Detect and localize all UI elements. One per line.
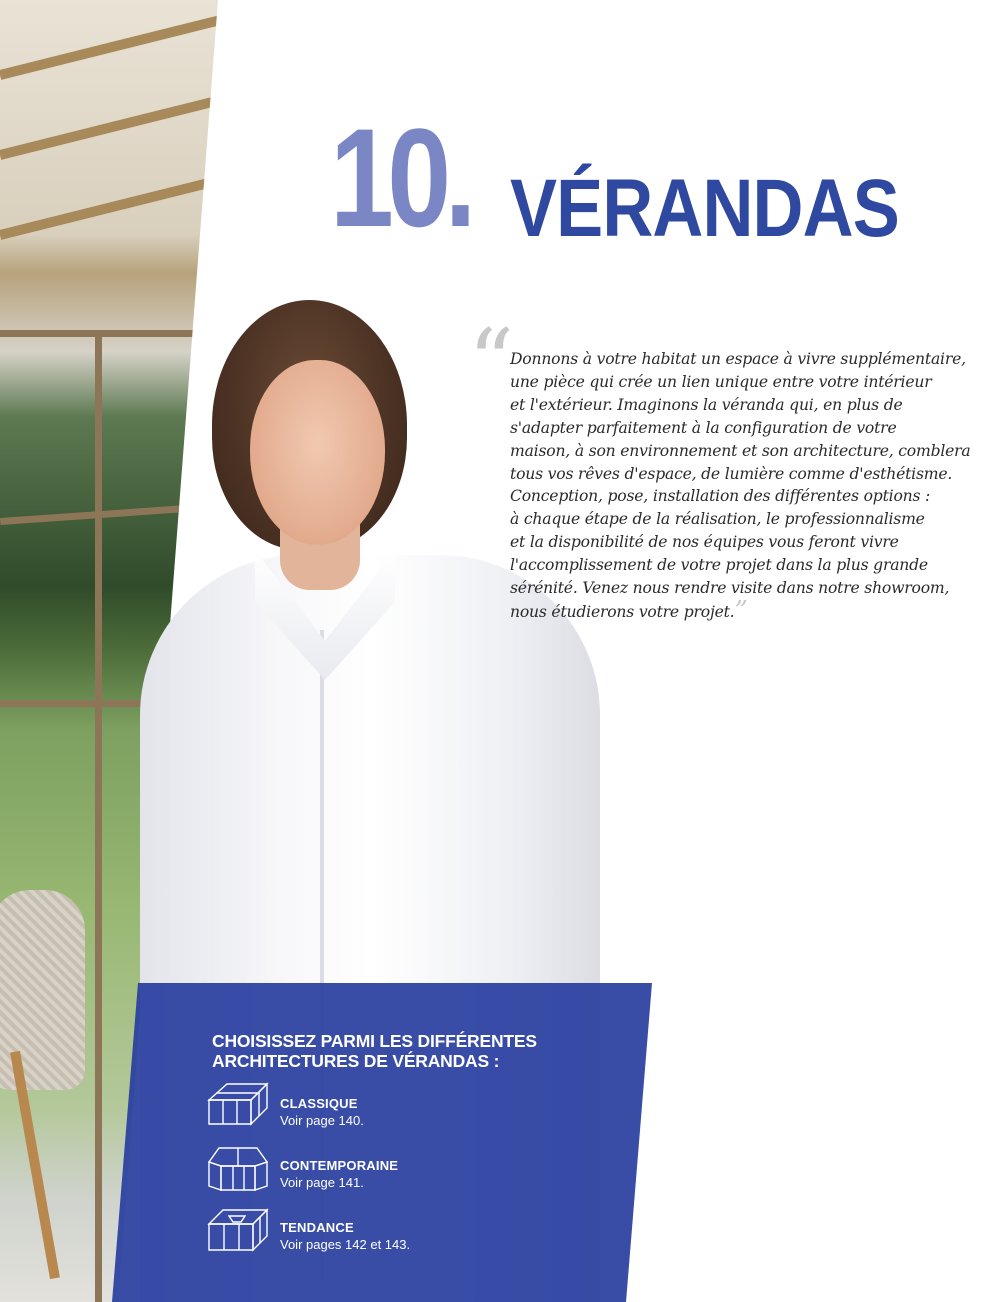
quote-line: à chaque étape de la réalisation, le professionnalisme bbox=[510, 510, 925, 529]
quote-last-line bbox=[510, 595, 970, 626]
architecture-name: CONTEMPORAINE bbox=[280, 1158, 399, 1173]
quote-line: l'accomplissement de votre projet dans la plus grande bbox=[510, 556, 928, 575]
quote-text bbox=[510, 348, 970, 624]
face bbox=[250, 360, 385, 545]
quote-line: tous vos rêves d'espace, de lumière comme d'esthétisme. bbox=[510, 464, 953, 483]
classic-veranda-icon bbox=[205, 1078, 271, 1130]
panel-title-line: ARCHITECTURES DE VÉRANDAS : bbox=[212, 1051, 500, 1071]
quote-line: et l'extérieur. Imaginons la véranda qui, en plus de bbox=[510, 395, 903, 414]
architecture-tendance bbox=[205, 1202, 605, 1258]
architecture-name: CLASSIQUE bbox=[280, 1096, 358, 1111]
quote-line: sérénité. Venez nous rendre visite dans notre showroom, bbox=[510, 579, 950, 598]
panel-title bbox=[212, 1031, 632, 1071]
contemporary-veranda-icon bbox=[205, 1140, 271, 1192]
quote-line: Donnons à votre habitat un espace à vivre supplémentaire, bbox=[510, 350, 966, 368]
window-frame bbox=[95, 330, 102, 1302]
roof-beam bbox=[0, 7, 230, 80]
quote-line: s'adapter parfaitement à la configuration de votre bbox=[510, 418, 897, 437]
quote-line: une pièce qui crée un lien unique entre votre intérieur bbox=[510, 372, 932, 391]
quote-line: maison, à son environnement et son architecture, comblera bbox=[510, 441, 971, 460]
chapter-number: 10. bbox=[330, 99, 470, 256]
architecture-page-ref: Voir pages 142 et 143. bbox=[280, 1237, 411, 1252]
roof-beam bbox=[0, 87, 230, 160]
panel-title-line: CHOISISSEZ PARMI LES DIFFÉRENTES bbox=[212, 1031, 537, 1051]
architecture-page-ref: Voir page 141. bbox=[280, 1175, 364, 1190]
architecture-classique bbox=[205, 1078, 605, 1134]
quote-close-mark: ” bbox=[734, 595, 748, 626]
quote-line: et la disponibilité de nos équipes vous feront vivre bbox=[510, 533, 899, 552]
architecture-page-ref: Voir page 140. bbox=[280, 1113, 364, 1128]
trend-veranda-icon bbox=[205, 1202, 271, 1254]
quote-line: Conception, pose, installation des différentes options : bbox=[510, 487, 931, 506]
architecture-contemporaine bbox=[205, 1140, 605, 1196]
quote-open-mark: “ bbox=[468, 310, 515, 415]
architecture-name: TENDANCE bbox=[280, 1220, 354, 1235]
chapter-title: VÉRANDAS bbox=[510, 163, 899, 254]
roof-beam bbox=[0, 167, 230, 240]
quote-line: nous étudierons votre projet. bbox=[510, 602, 735, 621]
